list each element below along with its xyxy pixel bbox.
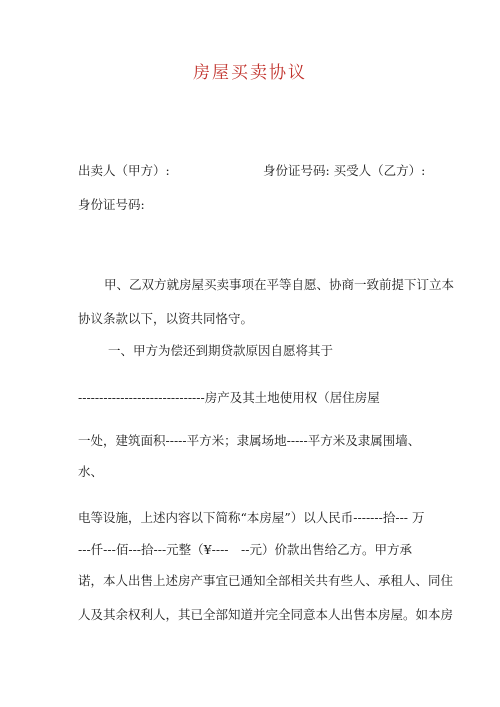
clause-heading: 一、甲方为偿还到期贷款原因自愿将其于 xyxy=(108,343,334,358)
document-title: 房屋买卖协议 xyxy=(193,63,307,83)
paragraph-line: 人及其余权利人，其已全部知道并完全同意本人出售本房屋。如本房 xyxy=(78,607,454,622)
buyer-id-label: 身份证号码: xyxy=(78,197,145,212)
paragraph-line: 电等设施，上述内容以下简称“本房屋”）以人民币-------拾--- 万 xyxy=(78,510,425,525)
paragraph-line: 协议条款以下，以资共同恪守。 xyxy=(78,311,254,326)
paragraph-line: 甲、乙双方就房屋买卖事项在平等自愿、协商一致前提下订立本 xyxy=(104,277,455,292)
seller-id-buyer-label: 身份证号码: 买受人（乙方）: xyxy=(263,163,426,178)
paragraph-line: ------------------------------房产及其土地使用权（居住房屋 xyxy=(78,390,380,405)
seller-label: 出卖人（甲方）: xyxy=(78,163,170,178)
paragraph-line: 一处，建筑面积-----平方米；隶属场地-----平方米及隶属围墙、 xyxy=(78,433,421,448)
paragraph-line: 诺，本人出售上述房产事宜已通知全部相关共有些人、承租人、同住 xyxy=(78,573,454,588)
seller-row xyxy=(78,161,426,179)
paragraph-line: ---仟---佰---拾---元整（¥---- --元）价款出售给乙方。甲方承 xyxy=(78,542,412,557)
paragraph-line: 水、 xyxy=(78,464,104,479)
